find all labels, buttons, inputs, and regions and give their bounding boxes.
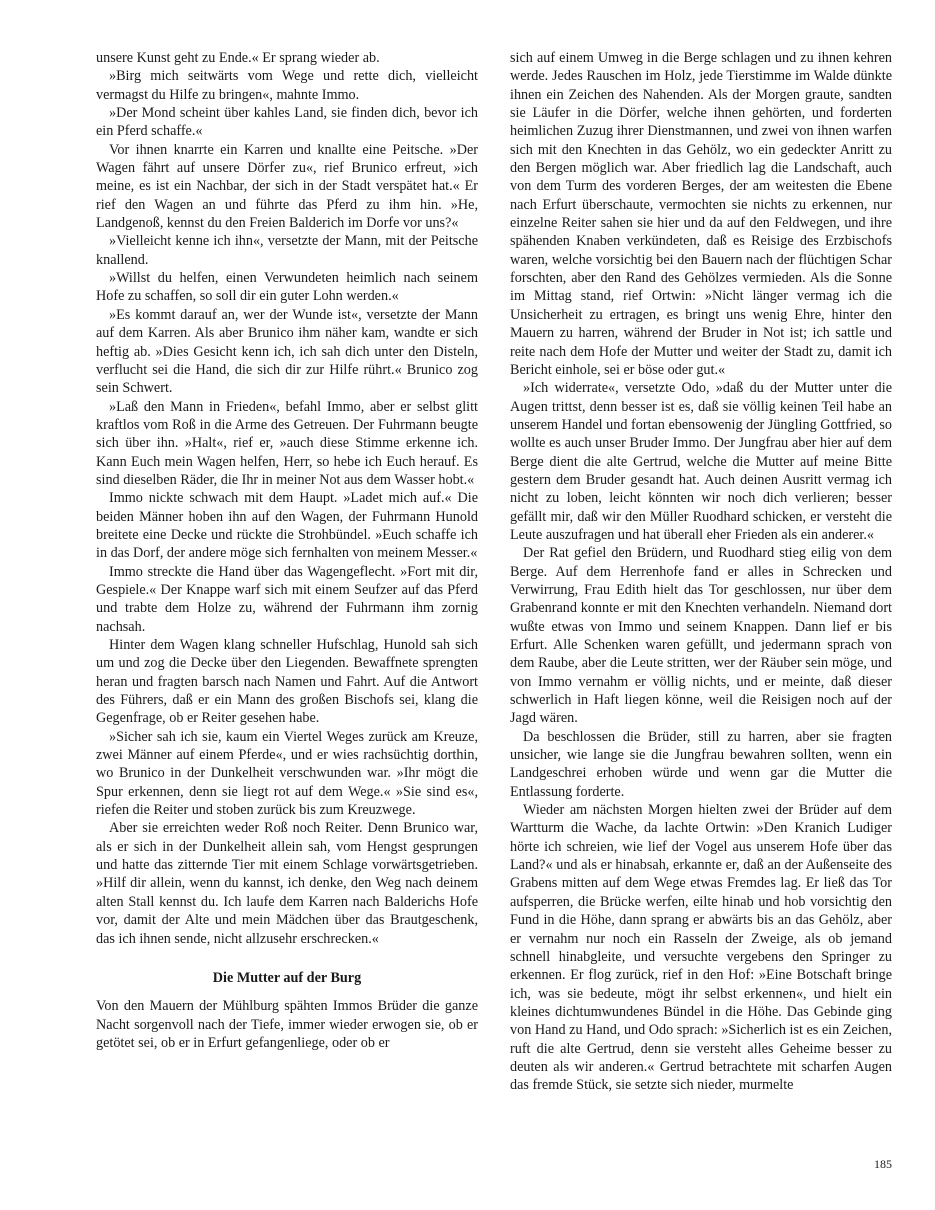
right-column — [510, 49, 892, 1095]
paragraph: Von den Mauern der Mühlburg spähten Immos Brüder die ganze Nacht sorgenvoll nach der Tiefe, immer wieder erwogen sie, ob er getötet sei, ob er in Erfurt gefangenliege, oder ob er — [96, 998, 478, 1051]
paragraph: sich auf einem Umweg in die Berge schlagen und zu ihnen kehren werde. Jedes Rauschen im Holz, jede Tierstimme im Walde dünkte ihnen ein Zeichen des Nahenden. Als der Morgen graute, sandten sie Läufer in die Dörfer, welche ihnen gehörten, und forderten heimlichen Zuzug ihrer Dienstmannen, und zwei von ihnen warfen sich mit den Knechten in das Gehölz, wo ein gedeckter Anritt zu den Bergen möglich war. Aber friedlich lag die Landschaft, auch von dem Turm des vorderen Berges, der am weitesten die Ebene nach Erfurt überschaute, vermochten sie nichts zu erkennen, nur einzelne Reiter sahen sie hier und da auf den Feldwegen, und ihre spähenden Knaben verkündeten, daß es Reisige des Erzbischofs waren, welche vorsichtig bei den Bauern nach der flüchtigen Schar forschten, aber den Rand des Gehölzes vermieden. Als die Sonne im Mittag stand, rief Ortwin: »Nicht länger vermag ich die Unsicherheit zu ertragen, es bringt uns wenig Ehre, hinter den Mauern zu harren, während der Bruder in Not ist; ich sattle und reite nach dem Hofe der Mutter und weiter der Stadt zu, damit ich Bericht einhole, sei er böse oder gut.« — [510, 50, 892, 378]
paragraph: Hinter dem Wagen klang schneller Hufschlag, Hunold sah sich um und zog die Decke über den Liegenden. Bewaffnete sprengten heran und fragten barsch nach Namen und Fahrt. Auf die Antwort des Führers, daß er ein Mann des großen Bischofs sei, klang die Gegenfrage, ob er Reiter gesehen habe. — [96, 637, 478, 727]
paragraph: Vor ihnen knarrte ein Karren und knallte eine Peitsche. »Der Wagen fährt auf unsere Dörfer zu«, rief Brunico erfreut, »ich meine, es ist ein Nachbar, der sich in der Stadt verspätet hat.« Er rief den Wagen an und führte das Pferd zu ihm hin. »He, Landgenoß, kennst du den Freien Balderich im Dorfe vor uns?« — [96, 141, 478, 232]
paragraph: Da beschlossen die Brüder, still zu harren, aber sie fragten unsicher, wie lange sie die Jungfrau bewahren sollten, wenn ein Landgeschrei erhoben würde und wenn gar die Mutter die Entlassung forderte. — [510, 728, 892, 800]
page-number: 185 — [874, 1157, 892, 1171]
paragraph: »Birg mich seitwärts vom Wege und rette dich, vielleicht vermagst du Hilfe zu bringen«, mahnte Immo. — [96, 68, 478, 103]
paragraph: Der Rat gefiel den Brüdern, und Ruodhard stieg eilig von dem Berge. Auf dem Herrenhofe fand er alles in Schrecken und Verwirrung, Frau Edith hielt das Tor geschlossen, nur über dem Grabenrand konnte er mit den Knechten verhandeln. Niemand dort wußte etwas von Immo und seinem Knappen. Dann lief er bis Erfurt. Alle Schenken waren gefüllt, und jedermann sprach von dem Raube, aber die Leute stritten, wer der Räuber sein möge, und von Immo vernahm er völlig nichts, und er meinte, daß dieser schwerlich in Haft liegen könne, weil die Reisigen noch auf der Jagd wären. — [510, 545, 892, 727]
paragraph: »Der Mond scheint über kahles Land, sie finden dich, bevor ich ein Pferd schaffe.« — [96, 105, 478, 140]
paragraph: »Laß den Mann in Frieden«, befahl Immo, aber er selbst glitt kraftlos vom Roß in die Arme des Getreuen. Der Fuhrmann beugte sich über ihn. »Halt«, rief er, »auch diese Stimme erkenne ich. Kann Euch mein Wagen helfen, Herr, so hebe ich Euch herauf. Es sind dieselben Räder, die Ihr in meiner Not aus dem Wasser hobt.« — [96, 398, 478, 488]
paragraph: »Sicher sah ich sie, kaum ein Viertel Weges zurück am Kreuze, zwei Männer auf einem Pferde«, und er wies rachsüchtig dorthin, wo Brunico in der Dunkelheit verschwunden war. »Ihr mögt die Spur erkennen, denn sie liegt rot auf dem Wege.« »Sie sind es«, riefen die Reiter und stoben zurück bis zum Kreuzwege. — [96, 728, 478, 819]
paragraph: Aber sie erreichten weder Roß noch Reiter. Denn Brunico war, als er sich in der Dunkelheit allein sah, vom Hengst gesprungen und hatte das zitternde Tier mit einem Schlage vorwärtsgetrieben. »Hilf dir allein, wenn du kannst, ich denke, den Weg nach deinem alten Stall kennst du. Ich laufe dem Karren nach Balderichs Hofe vor, damit der Alte und mein Mädchen über das Brautgeschenk, das ich ihnen sende, nicht allzusehr erschrecken.« — [96, 820, 478, 947]
paragraph: Immo nickte schwach mit dem Haupt. »Ladet mich auf.« Die beiden Männer hoben ihn auf den Wagen, der Fuhrmann Hunold breitete eine Decke und rückte die Strohbündel. »Euch schaffe ich in das Dorf, der andere möge sich fernhalten von meinem Messer.« — [96, 490, 478, 562]
chapter-heading: Die Mutter auf der Burg — [212, 969, 362, 986]
left-column — [96, 49, 478, 1052]
paragraph: »Ich widerrate«, versetzte Odo, »daß du der Mutter unter die Augen trittst, denn besser ist es, daß sie völlig keinen Teil habe an unserem Handel und fortan ebensowenig der Jüngling Gottfried, so wollte es auch unser Bruder Immo. Der Jungfrau aber hier auf dem Berge dient die alte Gertrud, welche die Mutter auf meine Bitte gestern dem Bruder gesandt hat. Auch deinen Ausritt vermag ich nicht zu loben, leicht könnten wir noch dich verlieren; besser gefällt mir, daß wir den Müller Ruodhard schicken, er versteht die Leute auszufragen und hat überall eher Frieden als ein anderer.« — [510, 380, 892, 543]
paragraph: »Willst du helfen, einen Verwundeten heimlich nach seinem Hofe zu schaffen, so soll dir ein guter Lohn werden.« — [96, 270, 478, 305]
paragraph: Wieder am nächsten Morgen hielten zwei der Brüder auf dem Wartturm die Wache, da lachte Ortwin: »Den Kranich Ludiger hörte ich schreien, wie lief der Vogel aus unserem Hofe über das Land?« und als er hinabsah, erkannte er, daß an der Außenseite des Grabens mitten auf dem Wege etwas Fremdes lag. Er ließ das Tor aufsperren, die Brücke werfen, eilte hinab und hob vorsichtig den Fund in die Höhe, dann sprang er abwärts bis an das Gehölz, aber er vernahm nur noch ein Rasseln der Zweige, als ob jemand schnell hinabgleite, und versuchte vergebens den Springer zu erkennen. Er flog zurück, rief in den Hof: »Eine Botschaft bringe ich, was sie bedeute, mögt ihr selbst erkennen«, und hielt ein kleines dichtumwundenes Bündel in die Höhe. Das Gebinde ging von Hand zu Hand, und Odo sprach: »Sicherlich ist es ein Zeichen, ruft die alte Gertrud, denn sie versteht alles Geheime besser zu deuten als wir anderen.« Gertrud betrachtete mit scharfen Augen das fremde Stück, sie setzte sich nieder, murmelte — [510, 802, 892, 1094]
paragraph: Immo streckte die Hand über das Wagengeflecht. »Fort mit dir, Gespiele.« Der Knappe warf sich mit einem Seufzer auf das Pferd und trabte dem Holze zu, während der Fuhrmann ihm zornig nachsah. — [96, 563, 478, 635]
paragraph: »Es kommt darauf an, wer der Wunde ist«, versetzte der Mann auf dem Karren. Als aber Brunico ihm näher kam, wandte er sich heftig ab. »Dies Gesicht kenn ich, ich sah dich unter den Disteln, verflucht sei die Hand, die sich dir zur Hilfe rührt.« Brunico zog sein Schwert. — [96, 306, 478, 397]
paragraph: »Vielleicht kenne ich ihn«, versetzte der Mann, mit der Peitsche knallend. — [96, 233, 478, 268]
paragraph: unsere Kunst geht zu Ende.« Er sprang wieder ab. — [96, 50, 380, 66]
